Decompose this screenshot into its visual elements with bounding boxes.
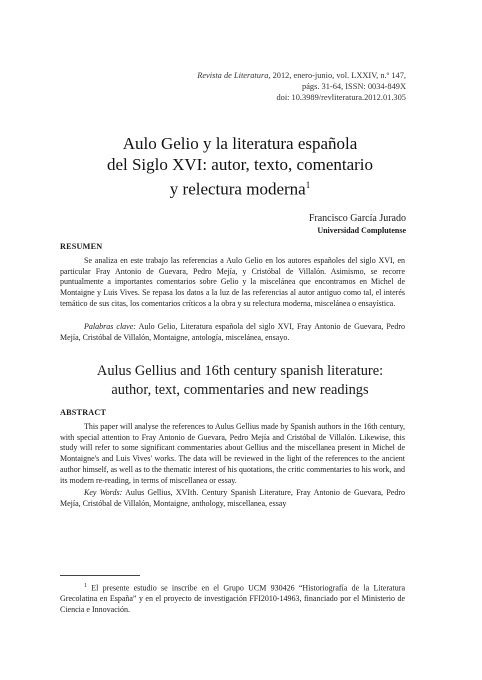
footnote-text: El presente estudio se inscribe en el Grupo UCM 930426 “Historiografía de la Literatura Grecolatina en España” y en el proyecto de investigación FFI2010-14963, financiado por el Ministerio de Ciencia e Innovación. [60,583,405,615]
citation-line [197,70,406,81]
title-line-3 [60,175,420,200]
footnote [60,581,405,616]
title-line-1: Aulo Gelio y la literatura española [122,134,358,153]
title-en-line-1: Aulus Gellius and 16th century spanish literature: [96,363,384,379]
abstract-keywords [60,488,405,509]
footnote-reference: 1 [305,180,311,190]
journal-name: Revista de Literatura [197,71,269,80]
title-line-3-text: y relectura moderna [169,179,306,199]
keywords-label-es: Palabras clave: [84,322,136,331]
keywords-label-en: Key Words: [84,488,123,497]
article-title-english [55,362,425,400]
keywords-en: Aulus Gellius, XVIth. Century Spanish Literature, Fray Antonio de Guevara, Pedro Mejía, Cristóbal de Villalón, Montaigne, anthology, miscellanea, essay [60,488,405,508]
author-name: Francisco García Jurado [308,213,406,224]
keywords-es: Aulo Gelio, Literatura española del siglo XVI, Fray Antonio de Guevara, Pedro Mejía, Cristóbal de Villalón, Montaigne, antología, miscelánea, ensayo. [60,322,405,342]
resumen-keywords [60,322,405,343]
title-line-2: del Siglo XVI: autor, texto, comentario [106,155,374,174]
journal-pages: págs. 31-64, ISSN: 0034-849X [302,82,406,91]
abstract-heading: ABSTRACT [60,408,107,417]
resumen-heading: RESUMEN [60,242,103,251]
author-affiliation: Universidad Complutense [317,226,406,235]
resumen-body [60,256,405,310]
footnote-mark: 1 [84,583,87,589]
abstract-text: This paper will analyse the references to Aulus Gellius made by Spanish authors in the 16th century, with special attention to Fray Antonio de Guevara, Pedro Mejía and Cristóbal de Villalón. Likewise, this study will refer to some significant commentaries about Gellius and the miscellanea present in Michel de Montaigne's and Luis Vives' works. The data will be reviewed in the light of the references to the ancient author himself, as well as to the thematic interest of his quotations, the critic commentaries to his work, and its modern re-reading, in terms of miscellanea or essay. [60,422,405,485]
title-en-line-2: author, text, commentaries and new readings [111,382,369,398]
footnote-divider [60,575,140,576]
journal-doi: doi: 10.3989/revliteratura.2012.01.305 [276,93,406,102]
article-title-spanish [60,133,420,200]
journal-issue: , 2012, enero-junio, vol. LXXIV, n.º 147, [268,71,406,80]
abstract-body [60,422,405,486]
resumen-text: Se analiza en este trabajo las referencias a Aulo Gelio en los autores españoles del siglo XVI, en particular Fray Antonio de Guevara, Pedro Mejía, y Cristóbal de Villalón. Asimismo, se recorre puntualmente a importantes comentarios sobre Gelio y la miscelánea que encontramos en Michel de Montaigne y Luis Vives. Se repasa los datos a la luz de las referencias al autor antiguo como tal, el interés temático de sus citas, los comentarios críticos a la obra y su relectura moderna, miscelánea o ensayística. [60,256,405,308]
journal-header [197,70,406,103]
